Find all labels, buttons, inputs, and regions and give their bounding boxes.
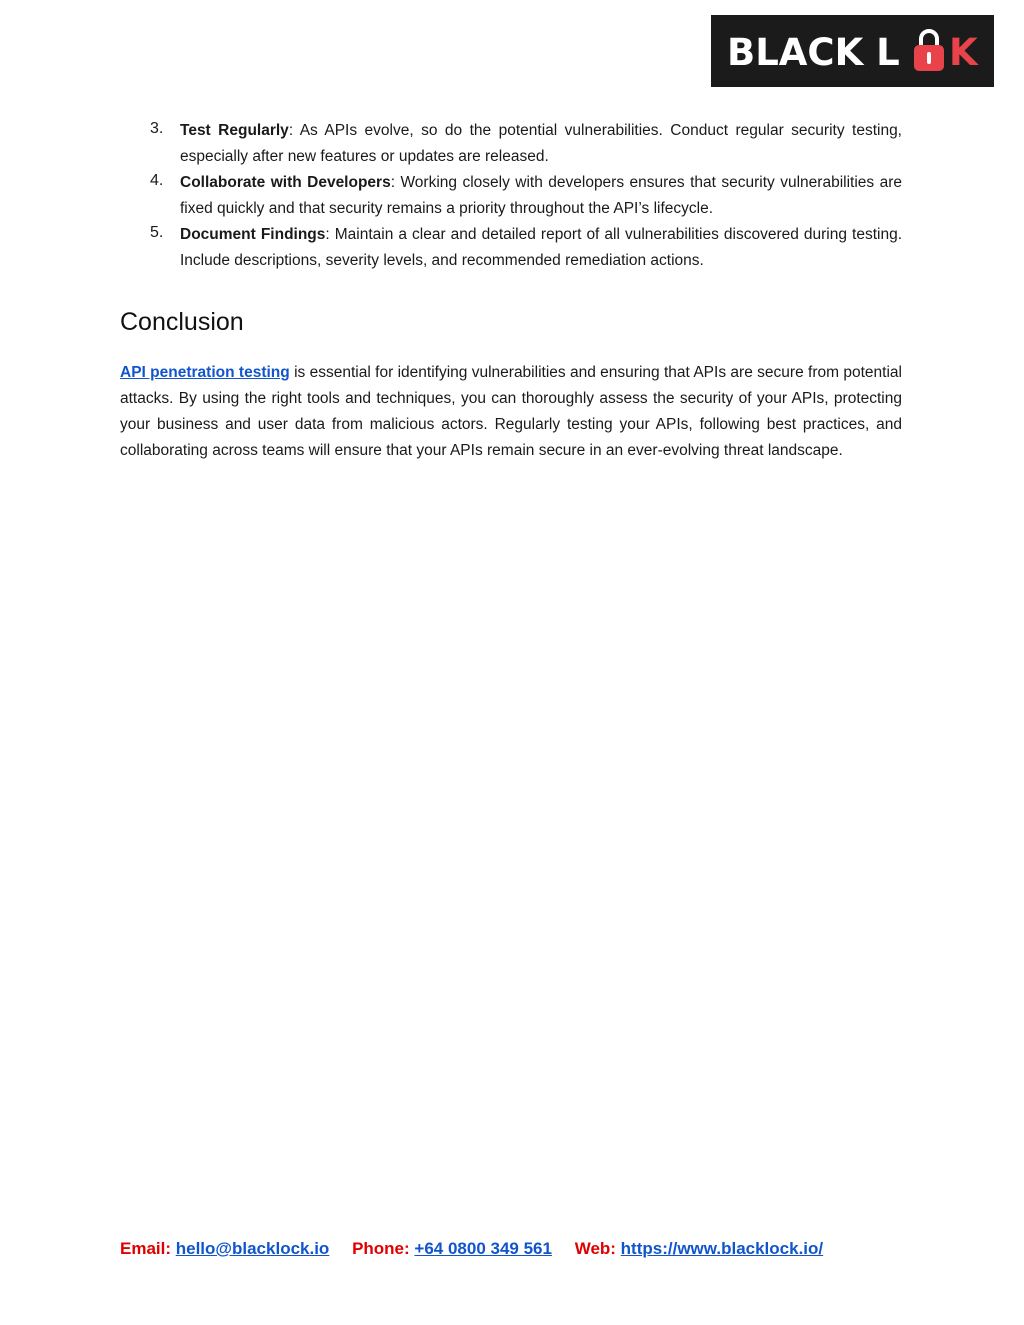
list-number: 3. <box>150 120 164 137</box>
list-term: Test Regularly <box>180 122 289 139</box>
contact-footer <box>120 1236 920 1262</box>
web-label: Web: <box>574 1239 621 1258</box>
email-link[interactable]: hello@blacklock.io <box>175 1239 330 1258</box>
conclusion-text: is essential for identifying vulnerabilities and ensuring that APIs are secure from potential attacks. By using the right tools and techniques, you can thoroughly assess the security of your APIs, protecting your business and user data from malicious actors. Regularly testing your APIs, following best practices, and collaborating across teams will ensure that your APIs remain secure in an ever-evolving threat landscape. <box>120 364 902 459</box>
padlock-icon <box>914 31 944 71</box>
api-pentest-link[interactable]: API penetration testing <box>120 364 290 381</box>
list-item <box>120 118 902 170</box>
list-item <box>120 222 902 274</box>
web-link[interactable]: https://www.blacklock.io/ <box>620 1239 824 1258</box>
logo-graphic <box>711 15 994 87</box>
phone-label: Phone: <box>352 1239 415 1258</box>
phone-link[interactable]: +64 0800 349 561 <box>414 1239 552 1258</box>
list-text: : As APIs evolve, so do the potential vulnerabilities. Conduct regular security testing, especially after new features or updates are released. <box>180 122 902 165</box>
conclusion-heading: Conclusion <box>120 308 244 336</box>
list-term: Collaborate with Developers <box>180 174 391 191</box>
list-number: 5. <box>150 224 164 241</box>
tips-list <box>120 118 902 274</box>
page-content <box>120 118 902 464</box>
logo-text-left: BLACK L <box>727 31 900 74</box>
email-label: Email: <box>120 1239 176 1258</box>
logo-text-right: K <box>949 31 978 74</box>
list-number: 4. <box>150 172 164 189</box>
conclusion-paragraph <box>120 360 902 464</box>
list-term: Document Findings <box>180 226 326 243</box>
list-item <box>120 170 902 222</box>
list-text: : Maintain a clear and detailed report of all vulnerabilities discovered during testing. Include descriptions, severity levels, and recommended remediation actions. <box>180 226 902 269</box>
list-text: : Working closely with developers ensures that security vulnerabilities are fixed quickly and that security remains a priority throughout the API’s lifecycle. <box>180 174 902 217</box>
blacklock-logo <box>711 15 994 87</box>
